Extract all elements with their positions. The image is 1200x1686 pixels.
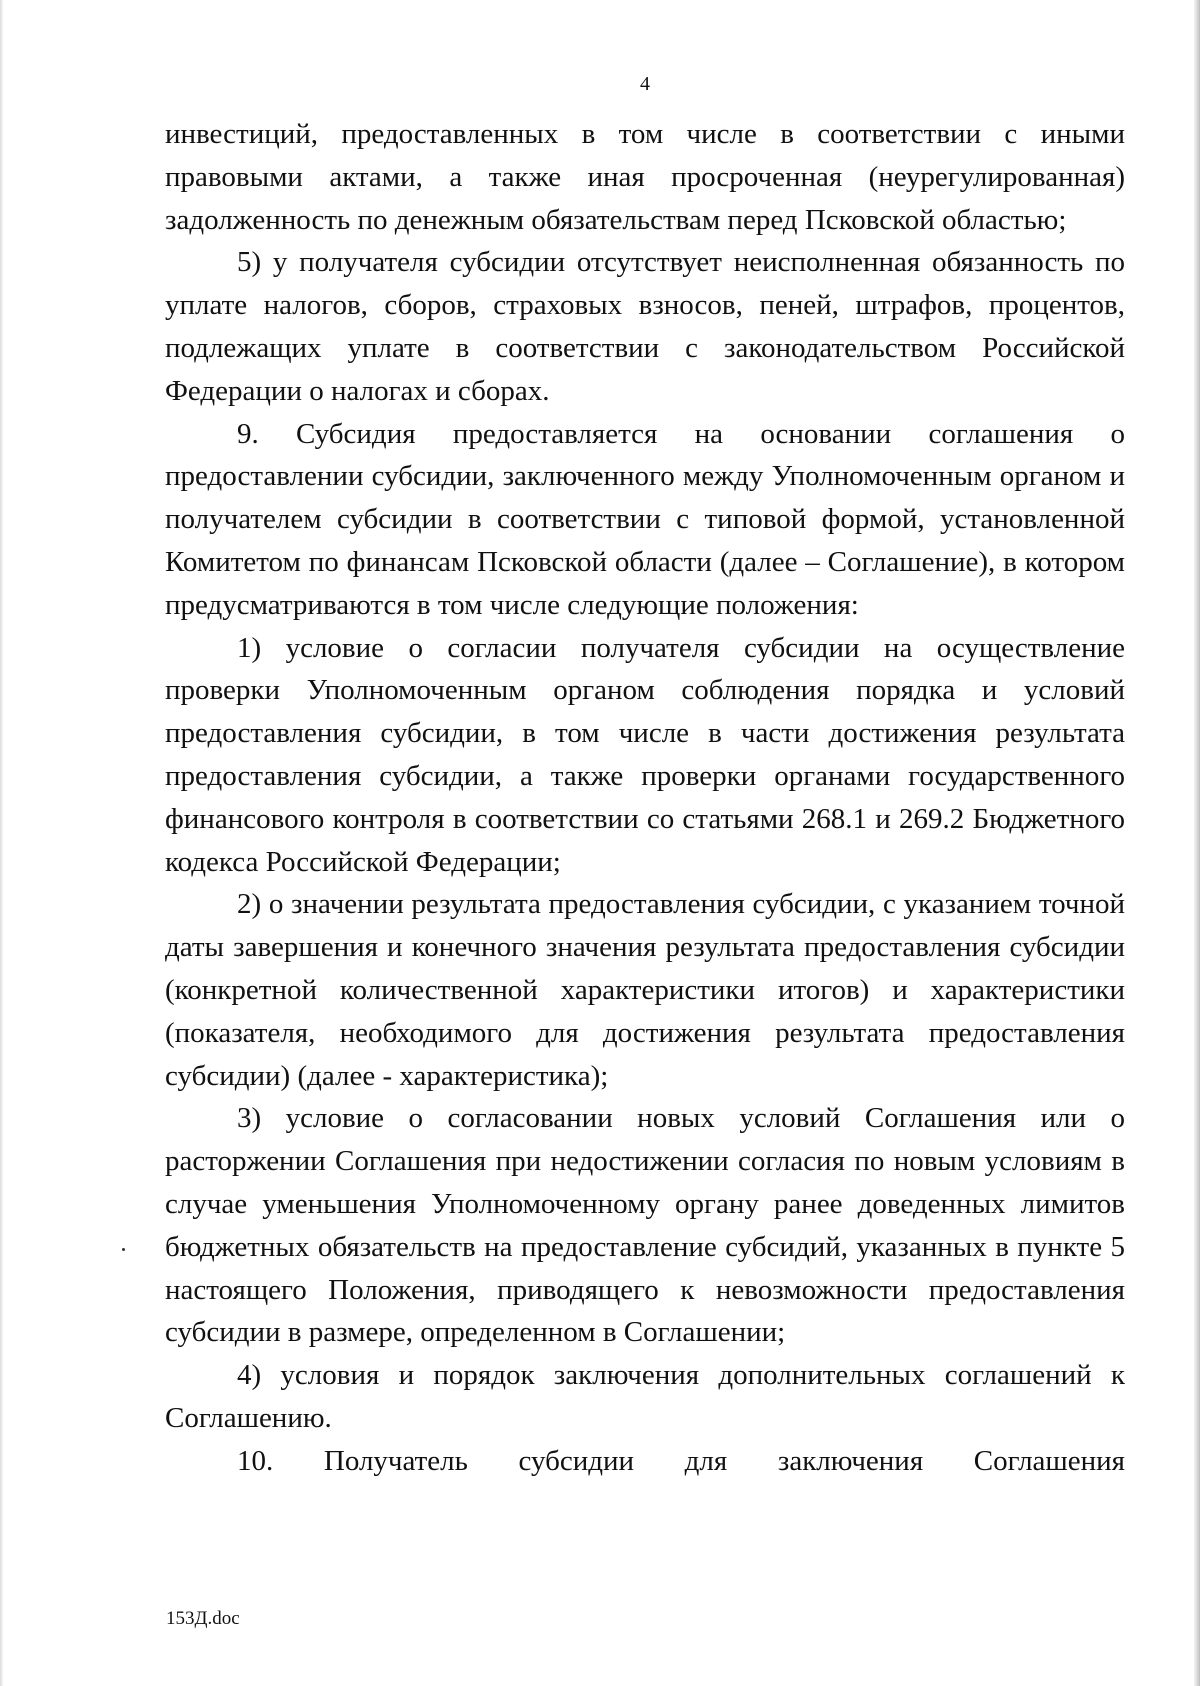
paragraph-item-4: 4) условия и порядок заключения дополнительных соглашений к Соглашению. — [165, 1359, 1125, 1434]
paragraph-item-5: 5) у получателя субсидии отсутствует неисполненная обязанность по уплате налогов, сборов, страховых взносов, пеней, штрафов, процентов, подлежащих уплате в соответствии с законодательством Российской Федерации о налогах и сборах. — [165, 246, 1125, 407]
paragraph-item-3: 3) условие о согласовании новых условий Соглашения или о расторжении Соглашения при недостижении согласия по новым условиям в случае уменьшения Уполномоченному органу ранее доведенных лимитов бюджетных обязательств на предоставление субсидий, указанных в пункте 5 настоящего Положения, приводящего к невозможности предоставления субсидии в размере, определенном в Соглашении; — [165, 1102, 1125, 1349]
paragraph-item-1: 1) условие о согласии получателя субсидии на осуществление проверки Уполномоченным органом соблюдения порядка и условий предоставления субсидии, в том числе в части достижения результата предоставления субсидии, а также проверки органами государственного финансового контроля в соответствии со статьями 268.1 и 269.2 Бюджетного кодекса Российской Федерации; — [165, 631, 1125, 878]
scan-edge-right — [1194, 0, 1200, 1686]
scan-speck — [122, 1248, 125, 1251]
scan-edge-left — [0, 0, 3, 1686]
paragraph-continuation: инвестиций, предоставленных в том числе в соответствии с иными правовыми актами, а также иная просроченная (неурегулированная) задолженность по денежным обязательствам перед Псковской областью; — [165, 118, 1125, 236]
document-body — [165, 113, 1125, 1483]
paragraph-item-2: 2) о значении результата предоставления субсидии, с указанием точной даты завершения и конечного значения результата предоставления субсидии (конкретной количественной характеристики итогов) и характеристики (показателя, необходимого для достижения результата предоставления субсидии) (далее - характеристика); — [165, 888, 1125, 1092]
paragraph-clause-10: 10. Получатель субсидии для заключения Соглашения — [237, 1444, 1125, 1477]
footer-filename: 153Д.doc — [166, 1608, 240, 1629]
page-number: 4 — [640, 73, 650, 95]
paragraph-clause-9: 9. Субсидия предоставляется на основании соглашения о предоставлении субсидии, заключенного между Уполномоченным органом и получателем субсидии в соответствии с типовой формой, установленной Комитетом по финансам Псковской области (далее – Соглашение), в котором предусматриваются в том числе следующие положения: — [165, 417, 1125, 621]
